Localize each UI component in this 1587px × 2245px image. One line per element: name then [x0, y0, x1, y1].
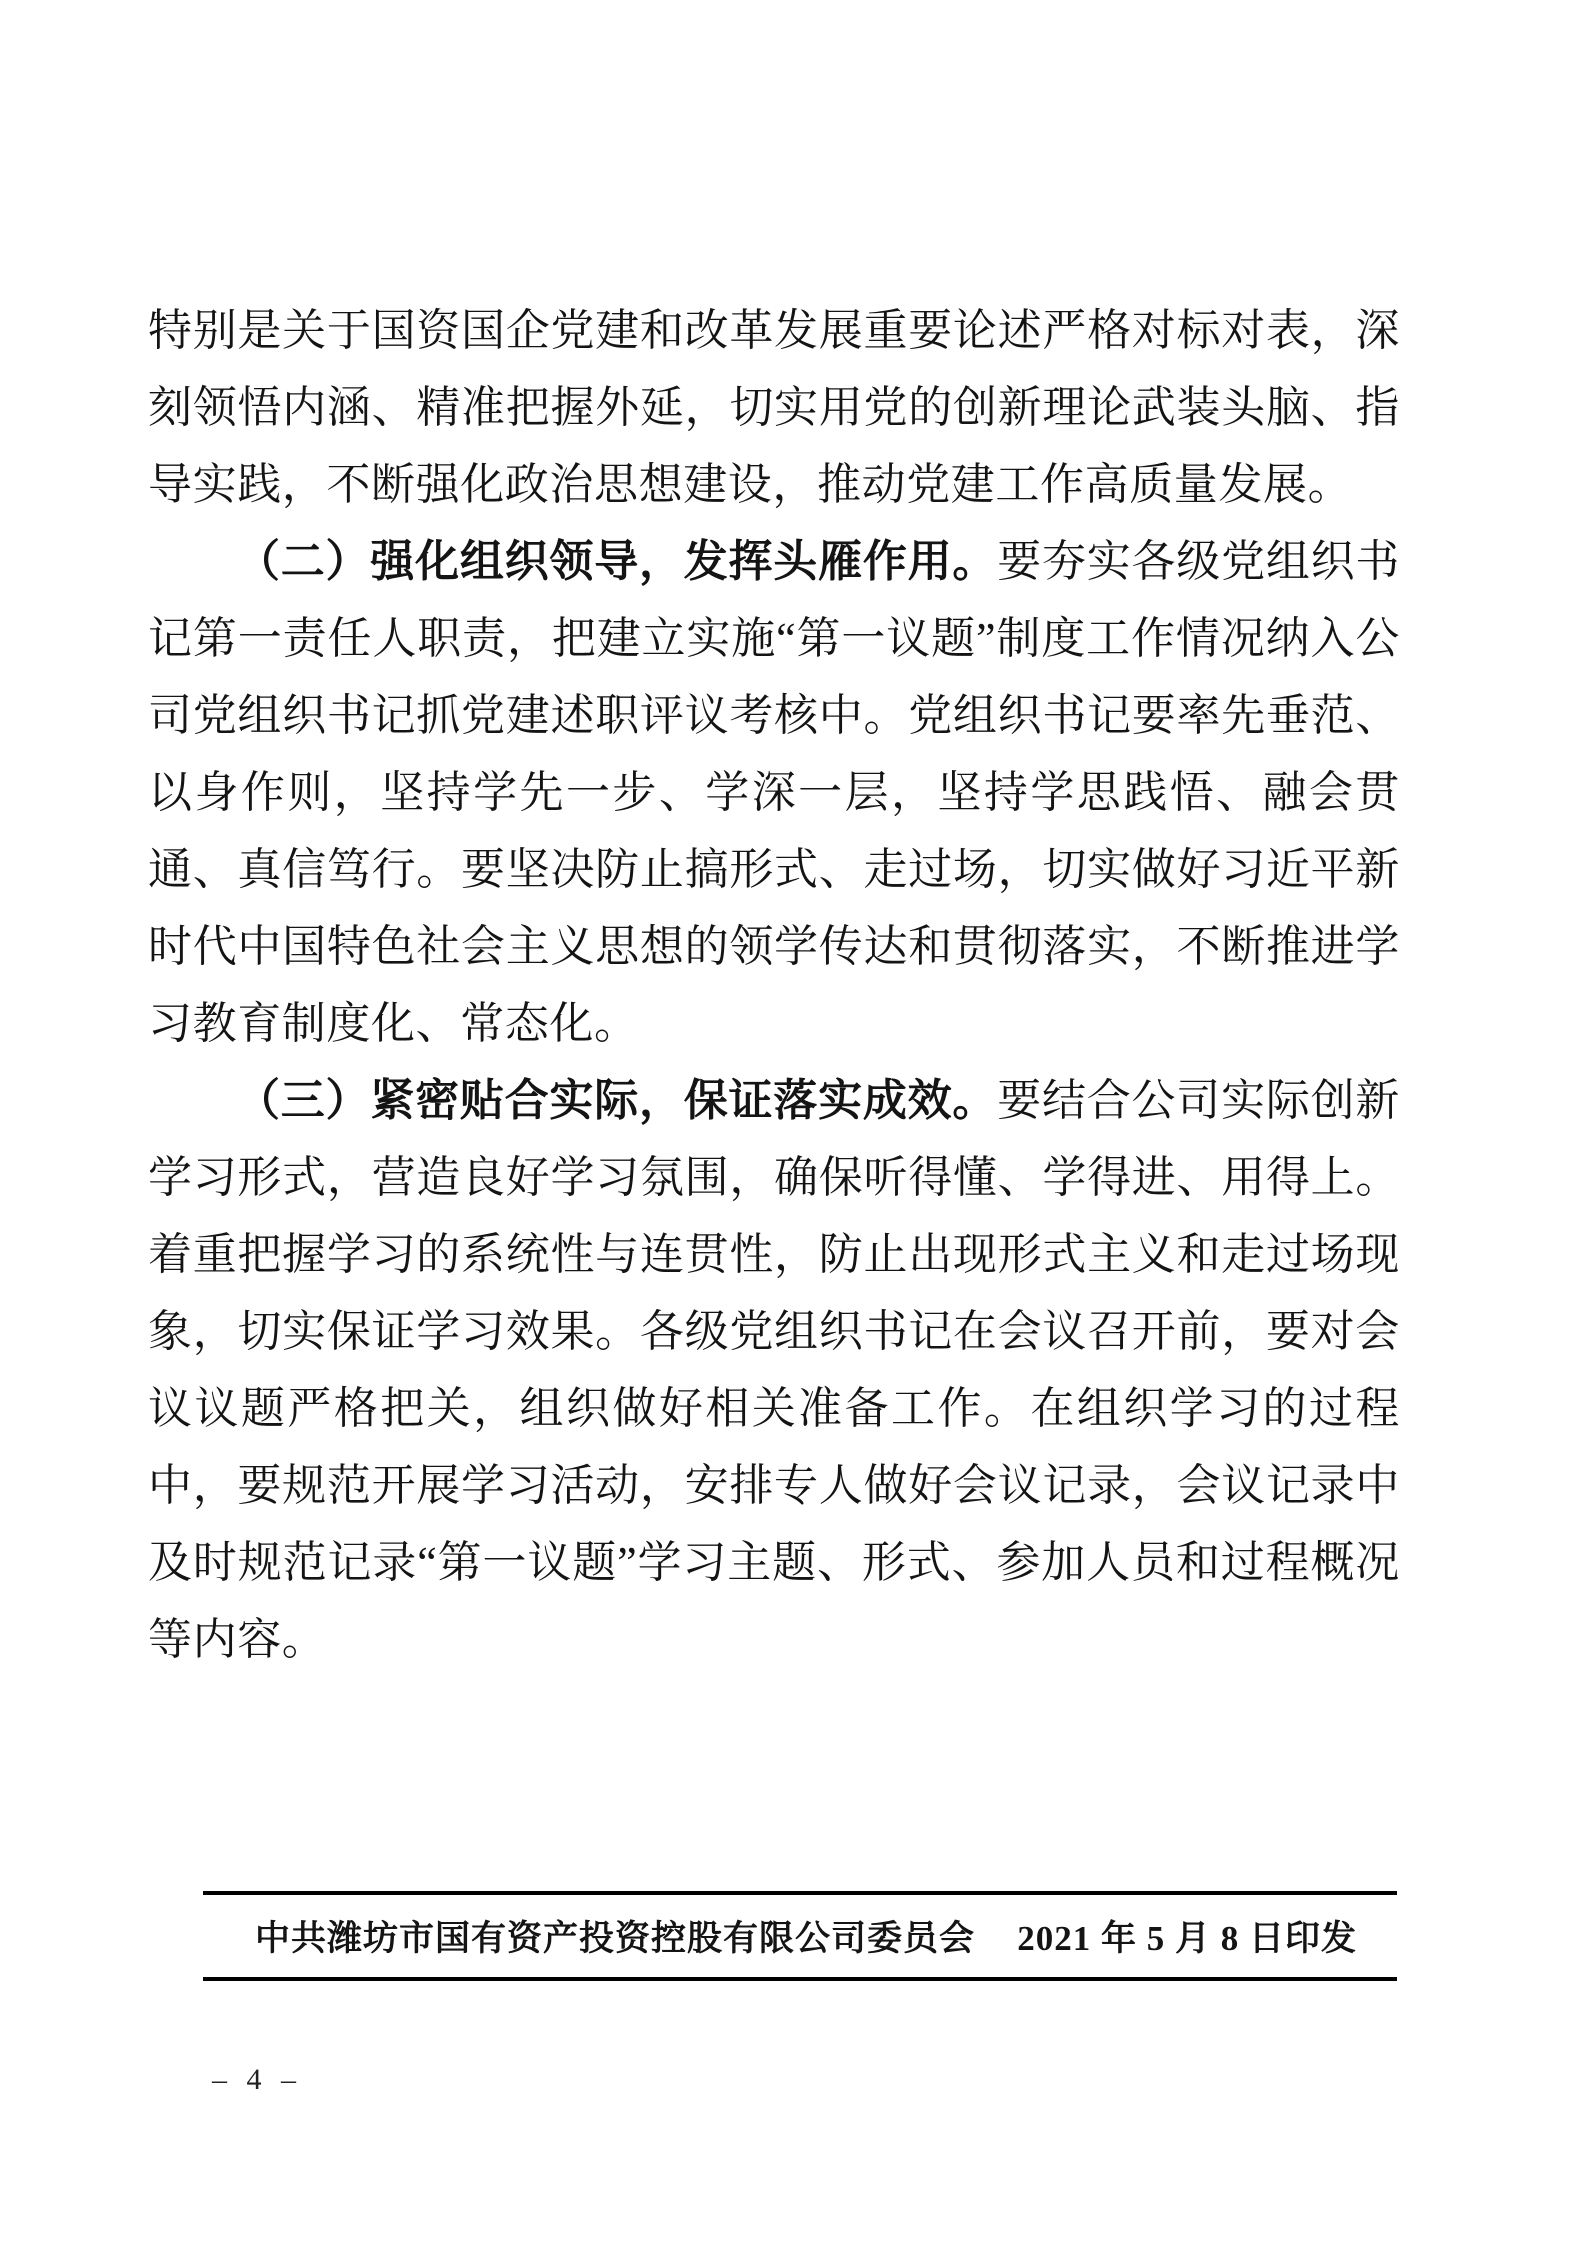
footer-bottom-rule [203, 1977, 1397, 1981]
paragraph-text: 要夯实各级党组织书记第一责任人职责，把建立实施“第一议题”制度工作情况纳入公司党组织书记抓党建述职评议考核中。党组织书记要率先垂范、以身作则，坚持学先一步、学深一层，坚持学思践悟、融会贯通、真信笃行。要坚决防止搞形式、走过场，切实做好习近平新时代中国特色社会主义思想的领学传达和贯彻落实，不断推进学习教育制度化、常态化。 [148, 537, 1400, 1048]
paragraph [148, 523, 1400, 1062]
paragraph-text: 要结合公司实际创新学习形式，营造良好学习氛围，确保听得懂、学得进、用得上。着重把握学习的系统性与连贯性，防止出现形式主义和走过场现象，切实保证学习效果。各级党组织书记在会议召开前，要对会议议题严格把关，组织做好相关准备工作。在组织学习的过程中，要规范开展学习活动，安排专人做好会议记录，会议记录中及时规范记录“第一议题”学习主题、形式、参加人员和过程概况等内容。 [148, 1076, 1400, 1664]
paragraph-heading: （三）紧密贴合实际，保证落实成效。 [236, 1076, 998, 1125]
print-date: 2021 年 5 月 8 日印发 [1017, 1919, 1357, 1958]
paragraph-text: 特别是关于国资国企党建和改革发展重要论述严格对标对表，深刻领悟内涵、精准把握外延，切实用党的创新理论武装头脑、指导实践，不断强化政治思想建设，推动党建工作高质量发展。 [148, 306, 1400, 509]
paragraph [148, 292, 1400, 523]
paragraph [148, 1062, 1400, 1678]
document-body [148, 292, 1400, 1678]
page-number: – 4 – [212, 2063, 302, 2096]
issuing-committee: 中共潍坊市国有资产投资控股有限公司委员会 [255, 1919, 976, 1958]
document-footer [203, 1895, 1397, 1977]
paragraph-heading: （二）强化组织领导，发挥头雁作用。 [236, 537, 998, 586]
